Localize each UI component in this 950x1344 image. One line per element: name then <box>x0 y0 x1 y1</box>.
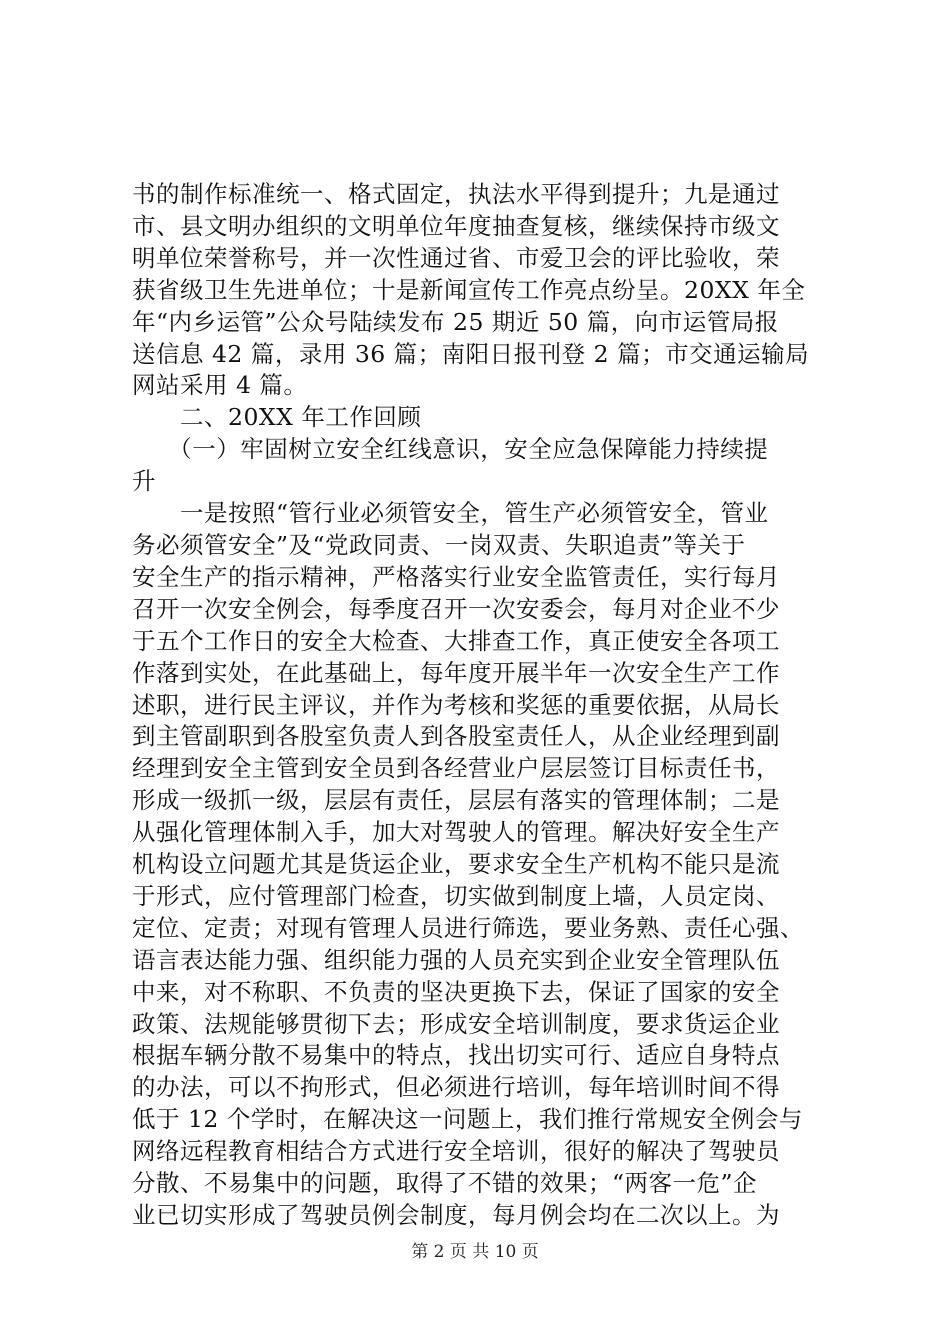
text-line: 务必须管安全”及“党政同责、一岗双责、失职追责”等关于 <box>132 530 746 559</box>
text-line: 形成一级抓一级，层层有责任，层层有落实的管理体制；二是 <box>132 786 780 815</box>
text-line: 送信息 42 篇，录用 36 篇；南阳日报刊登 2 篇；市交通运输局 <box>132 339 810 368</box>
text-line: 经理到安全主管到安全员到各经营业户层层签订目标责任书， <box>132 754 780 783</box>
text-line: 于形式，应付管理部门检查，切实做到制度上墙，人员定岗、 <box>132 881 780 910</box>
text-line: 市、县文明办组织的文明单位年度抽查复核，继续保持市级文 <box>132 211 780 240</box>
text-line: 年“内乡运管”公众号陆续发布 25 期近 50 篇，向市运管局报 <box>132 307 779 336</box>
text-line: 机构设立问题尤其是货运企业，要求安全生产机构不能只是流 <box>132 850 780 879</box>
text-line: 的办法，可以不拘形式，但必须进行培训，每年培训时间不得 <box>132 1073 780 1102</box>
section-heading: 二、20XX 年工作回顾 <box>132 403 422 432</box>
text-line: 政策、法规能够贯彻下去；形成安全培训制度，要求货运企业 <box>132 1009 780 1038</box>
text-line: 根据车辆分散不易集中的特点，找出切实可行、适应自身特点 <box>132 1041 780 1070</box>
text-line: 明单位荣誉称号，并一次性通过省、市爱卫会的评比验收，荣 <box>132 243 780 272</box>
text-line: 语言表达能力强、组织能力强的人员充实到企业安全管理队伍 <box>132 945 780 974</box>
text-line: 述职，进行民主评议，并作为考核和奖惩的重要依据，从局长 <box>132 690 780 719</box>
text-line: 到主管副职到各股室负责人到各股室责任人，从企业经理到副 <box>132 722 780 751</box>
page-number-footer: 第 2 页 共 10 页 <box>411 1242 539 1262</box>
text-line: 安全生产的指示精神，严格落实行业安全监管责任，实行每月 <box>132 562 780 591</box>
text-line: 书的制作标准统一、格式固定，执法水平得到提升；九是通过 <box>132 180 780 208</box>
text-line: 网站采用 4 篇。 <box>132 371 308 400</box>
subsection-heading: （一）牢固树立安全红线意识，安全应急保障能力持续提 <box>132 435 769 464</box>
text-line: 定位、定责；对现有管理人员进行筛选，要业务熟、责任心强、 <box>132 913 804 942</box>
text-line: 召开一次安全例会，每季度召开一次安委会，每月对企业不少 <box>132 594 780 623</box>
text-line: 一是按照“管行业必须管安全，管生产必须管安全，管业 <box>132 499 769 528</box>
text-line: 于五个工作日的安全大检查、大排查工作，真正使安全各项工 <box>132 626 780 655</box>
text-line: 获省级卫生先进单位；十是新闻宣传工作亮点纷呈。20XX 年全 <box>132 275 806 304</box>
text-line: 业已切实形成了驾驶员例会制度，每月例会均在二次以上。为 <box>132 1201 780 1229</box>
text-line: 中来，对不称职、不负责的坚决更换下去，保证了国家的安全 <box>132 977 780 1006</box>
text-line: 从强化管理体制入手，加大对驾驶人的管理。解决好安全生产 <box>132 818 780 847</box>
subsection-heading: 升 <box>132 467 156 496</box>
text-line: 作落到实处，在此基础上，每年度开展半年一次安全生产工作 <box>132 658 780 687</box>
text-line: 网络远程教育相结合方式进行安全培训，很好的解决了驾驶员 <box>132 1137 780 1166</box>
text-line: 分散、不易集中的问题，取得了不错的效果；“两客一危”企 <box>132 1169 758 1198</box>
text-line: 低于 12 个学时，在解决这一问题上，我们推行常规安全例会与 <box>132 1105 803 1134</box>
